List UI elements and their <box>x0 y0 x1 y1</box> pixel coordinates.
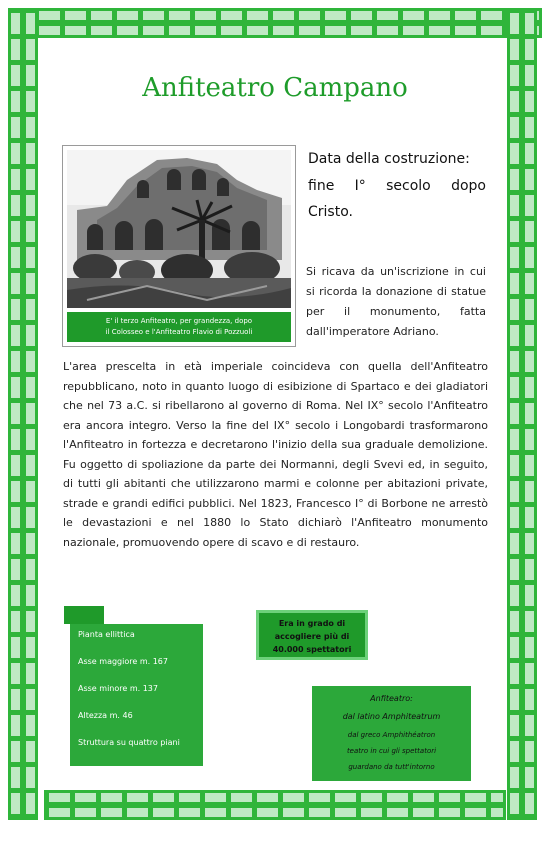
dimensions-box <box>70 624 203 766</box>
dimension-item: Struttura su quattro piani <box>78 738 180 747</box>
decorative-border-right <box>507 8 537 820</box>
capacity-line: accogliere più di <box>274 632 350 641</box>
construction-date-value: fine I° secolo dopo <box>308 178 486 194</box>
capacity-line: Era in grado di <box>278 619 346 628</box>
dimension-item: Asse minore m. 137 <box>78 684 158 693</box>
page-title: Anfiteatro Campano <box>142 73 408 103</box>
amphitheatre-photo-frame <box>62 145 296 347</box>
photo-caption <box>67 312 291 342</box>
etymology-heading: Anfiteatro: <box>370 694 413 703</box>
etymology-line: teatro in cui gli spettatori <box>346 747 437 755</box>
dimensions-box-tab <box>64 606 104 624</box>
capacity-line: 40.000 spettatori <box>272 645 352 654</box>
capacity-box <box>256 610 368 660</box>
history-paragraph: L'area prescelta in età imperiale coincideva con quella dell'Anfiteatro repubblicano, noto in quanto luogo di esibizione di Spartaco e dei gladiatori che nel 73 a.C. si ribellarono al governo di Roma. Nel IX° secolo l'Anfiteatro era ancora integro. Verso la fine del IX° secolo i Longobardi trasformarono l'Anfiteatro in fortezza e decretarono l'inizio della sua graduale demolizione. Fu oggetto di spoliazione da parte dei Normanni, degli Svevi ed, in seguito, di tutti gli abitanti che utilizzarono marmi e colonne per abitazioni private, strade e grandi edifici pubblici. Nel 1823, Francesco I° di Borbone ne arrestò le devastazioni e nel 1880 lo Stato dichiarò l'Anfiteatro monumento nazionale, promuovendo opere di scavo e di restauro. <box>63 360 488 549</box>
dimension-item: Pianta ellittica <box>78 630 135 639</box>
etymology-line: dal greco Amphithéatron <box>347 731 436 739</box>
construction-date-label: Data della costruzione: <box>308 151 470 167</box>
inscription-paragraph: Si ricava da un'iscrizione in cui si ricorda la donazione di statue per il monumento, fatta dall'imperatore Adriano. <box>306 265 486 338</box>
etymology-line: guardano da tutt'intorno <box>348 763 435 771</box>
amphitheatre-photo <box>67 150 291 308</box>
construction-date-value: Cristo. <box>308 204 353 220</box>
photo-caption-line: E' il terzo Anfiteatro, per grandezza, dopo <box>105 317 253 325</box>
dimension-item: Asse maggiore m. 167 <box>78 657 168 666</box>
decorative-border-top <box>8 8 542 38</box>
decorative-border-bottom <box>44 790 506 820</box>
decorative-border-left <box>8 8 38 820</box>
photo-caption-line: il Colosseo e l'Anfiteatro Flavio di Pozzuoli <box>105 328 253 336</box>
etymology-box <box>312 686 471 781</box>
dimension-item: Altezza m. 46 <box>78 711 133 720</box>
etymology-line: dal latino Amphiteatrum <box>342 712 441 721</box>
